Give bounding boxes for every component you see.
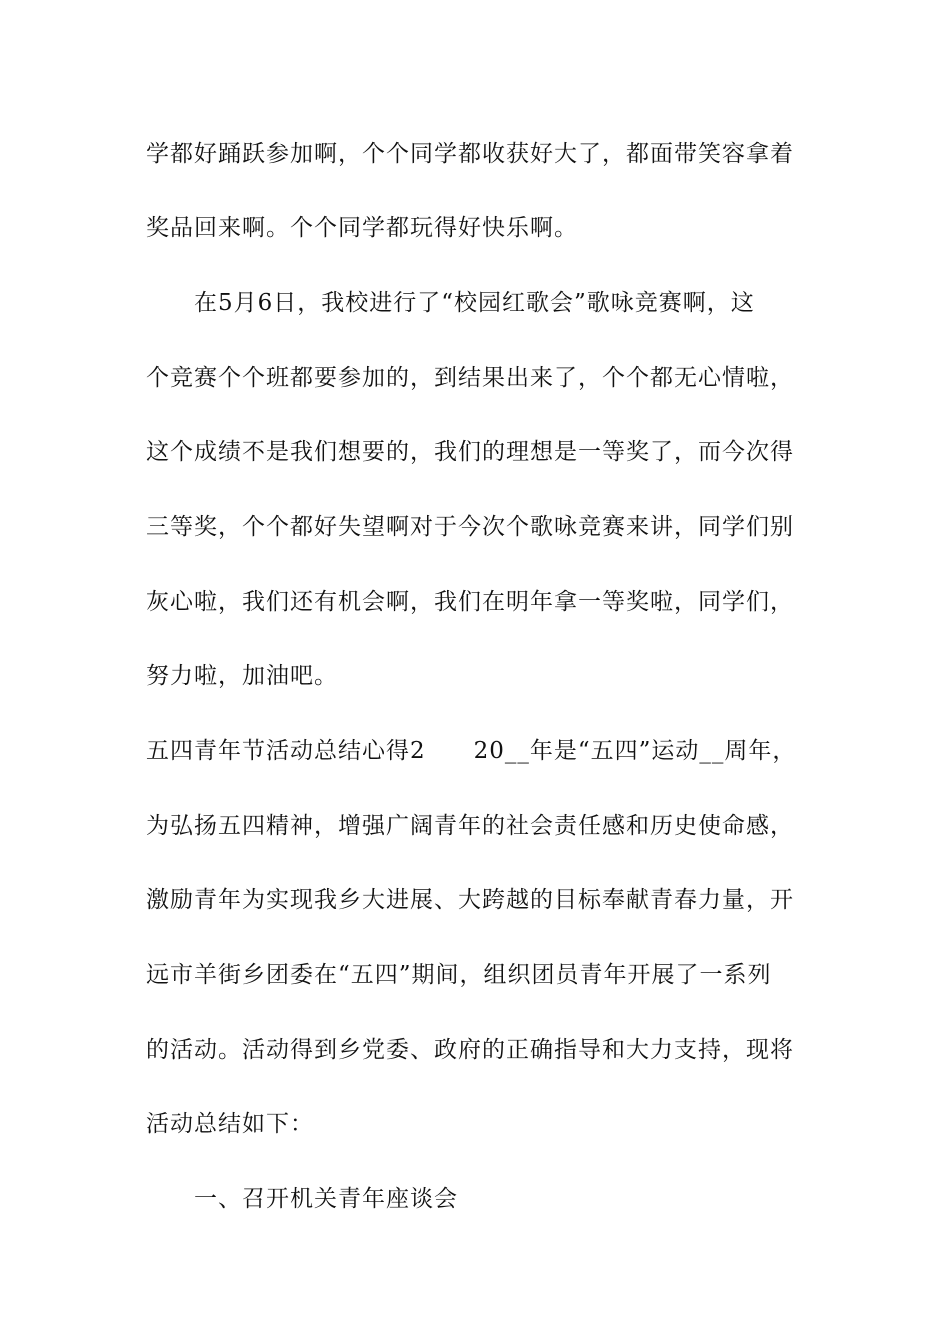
paragraph-line: 努力啦，加油吧。 [146, 663, 338, 689]
subsection-heading: 一、召开机关青年座谈会 [194, 1186, 458, 1212]
paragraph-line: 奖品回来啊。个个同学都玩得好快乐啊。 [146, 215, 578, 241]
paragraph-line: 活动总结如下： [146, 1111, 314, 1137]
paragraph-line: 个竞赛个个班都要参加的，到结果出来了，个个都无心情啦， [146, 365, 794, 391]
section-heading-line: 五四青年节活动总结心得2 20__年是“五四”运动__周年， [146, 738, 797, 764]
paragraph-line: 为弘扬五四精神，增强广阔青年的社会责任感和历史使命感， [146, 813, 794, 839]
paragraph-line: 在5月6日，我校进行了“校园红歌会”歌咏竞赛啊，这 [194, 290, 755, 316]
paragraph-line: 的活动。活动得到乡党委、政府的正确指导和大力支持，现将 [146, 1037, 794, 1063]
paragraph-line: 灰心啦，我们还有机会啊，我们在明年拿一等奖啦，同学们， [146, 589, 794, 615]
paragraph-line: 三等奖，个个都好失望啊对于今次个歌咏竞赛来讲，同学们别 [146, 514, 794, 540]
paragraph-line: 激励青年为实现我乡大进展、大跨越的目标奉献青春力量，开 [146, 887, 794, 913]
paragraph-line: 这个成绩不是我们想要的，我们的理想是一等奖了，而今次得 [146, 439, 794, 465]
paragraph-line: 学都好踊跃参加啊，个个同学都收获好大了，都面带笑容拿着 [146, 141, 794, 167]
paragraph-line: 远市羊街乡团委在“五四”期间，组织团员青年开展了一系列 [146, 962, 772, 988]
